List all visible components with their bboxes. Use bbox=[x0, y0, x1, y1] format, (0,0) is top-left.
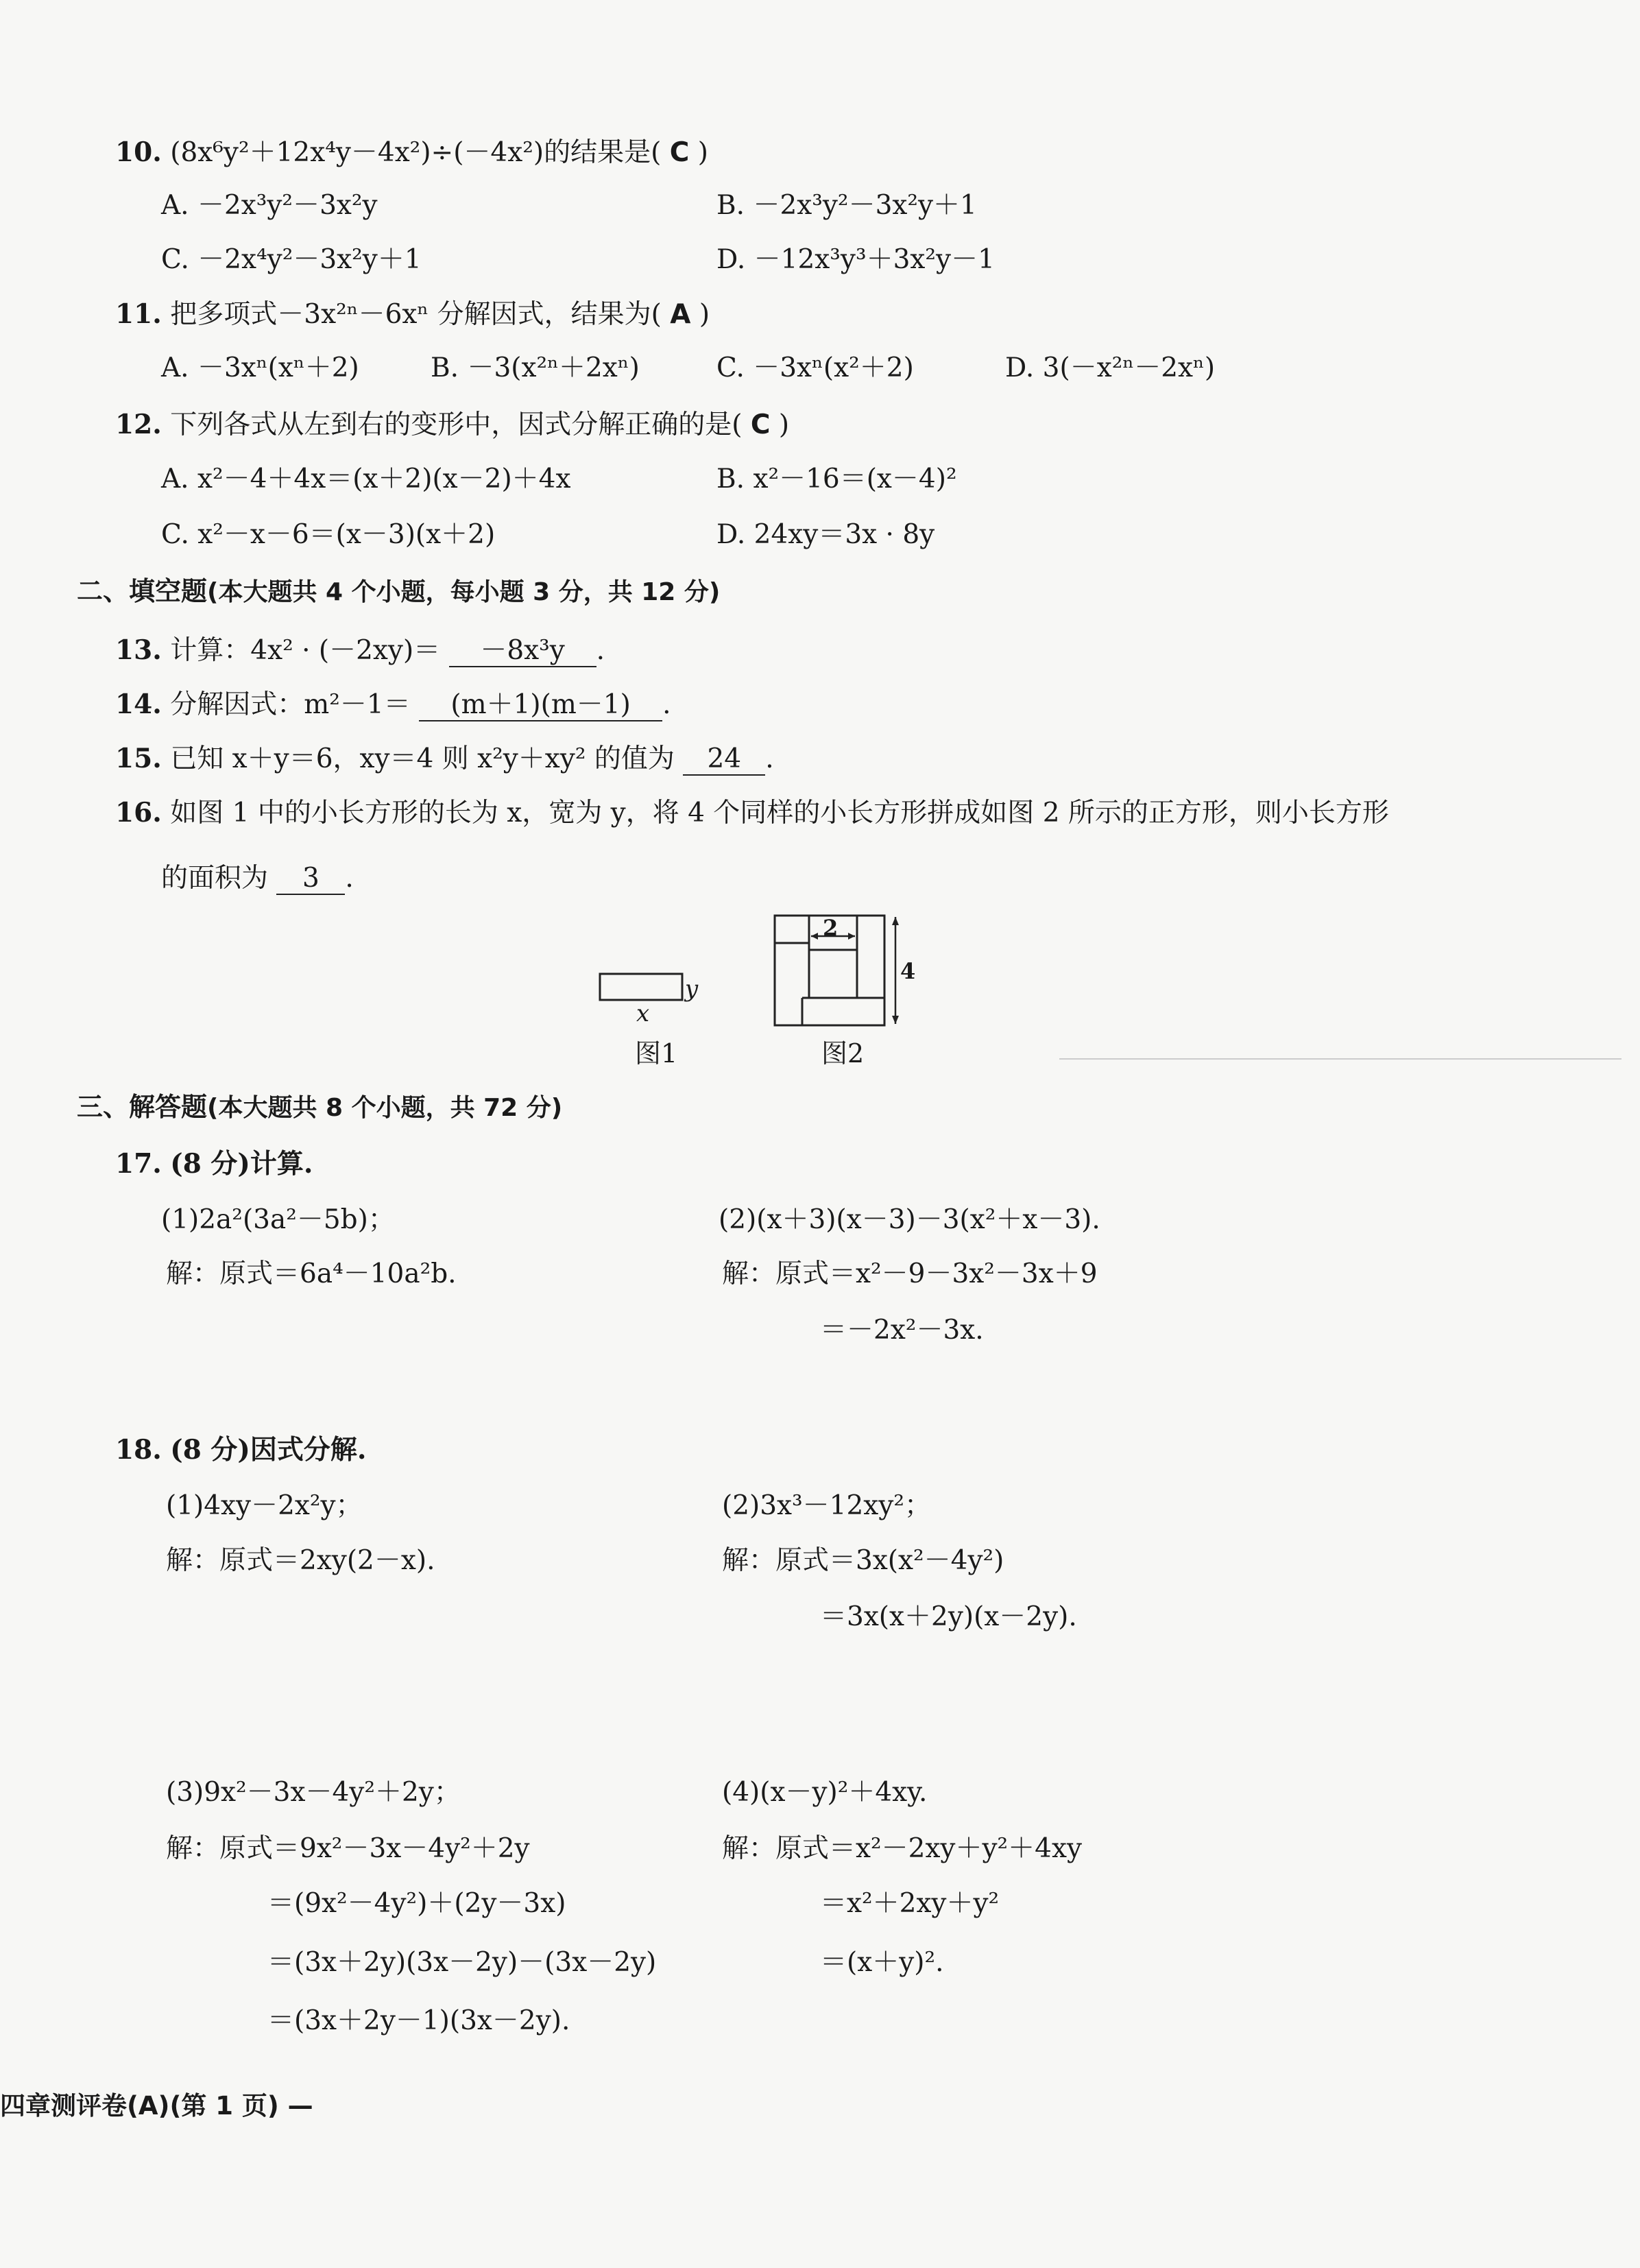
q17-part1: (1)2a²(3a²－5b)； bbox=[161, 1204, 395, 1235]
q10-close: ) bbox=[697, 137, 708, 168]
q11-stem bbox=[115, 296, 710, 333]
q16-text-line2: 的面积为 bbox=[161, 863, 269, 894]
figure-2-diagram bbox=[768, 909, 919, 1032]
q17-part2-solution-1: 解：原式＝x²－9－3x²－3x＋9 bbox=[722, 1258, 1098, 1289]
q13-line bbox=[115, 632, 605, 669]
q14-answer-blank: (m＋1)(m－1) bbox=[419, 690, 662, 721]
q12-text: 下列各式从左到右的变形中，因式分解正确的是( bbox=[170, 409, 743, 440]
q18-part3-solution-3: ＝(3x＋2y)(3x－2y)－(3x－2y) bbox=[267, 1947, 657, 1978]
q18-part4-solution-3: ＝(x＋y)². bbox=[820, 1947, 944, 1978]
page-footer: 四章测评卷(A)(第 1 页) — bbox=[0, 2091, 313, 2121]
q12-option-b: B. x²－16＝(x－4)² bbox=[716, 464, 957, 494]
q11-option-a: A. －3xⁿ(xⁿ＋2) bbox=[161, 353, 359, 383]
q10-text: (8x⁶y²＋12x⁴y－4x²)÷(－4x²)的结果是( bbox=[170, 137, 662, 168]
figure-2-caption: 图2 bbox=[821, 1038, 865, 1069]
q12-option-a: A. x²－4＋4x＝(x＋2)(x－2)＋4x bbox=[161, 464, 571, 494]
q11-close: ) bbox=[699, 299, 710, 330]
q12-number: 12. bbox=[115, 409, 162, 440]
q18-part1: (1)4xy－2x²y； bbox=[166, 1490, 363, 1521]
q18-number: 18. bbox=[115, 1434, 162, 1466]
q11-number: 11. bbox=[115, 298, 162, 330]
figure-1-x-label: x bbox=[636, 1000, 650, 1027]
q10-answer: C bbox=[669, 137, 690, 168]
q18-part4-solution-1: 解：原式＝x²－2xy＋y²＋4xy bbox=[722, 1833, 1082, 1864]
q18-part1-solution: 解：原式＝2xy(2－x). bbox=[166, 1545, 435, 1576]
q17-part2-solution-2: ＝－2x²－3x. bbox=[820, 1315, 984, 1346]
q17-head: (8 分)计算. bbox=[170, 1148, 313, 1180]
q14-text: 分解因式：m²－1＝ bbox=[170, 689, 411, 720]
q10-stem bbox=[115, 134, 708, 171]
q13-text: 计算：4x² · (－2xy)＝ bbox=[170, 635, 441, 666]
q16-number: 16. bbox=[115, 797, 162, 828]
q11-answer: A bbox=[670, 299, 691, 330]
q18-heading bbox=[115, 1432, 366, 1468]
q14-number: 14. bbox=[115, 689, 162, 720]
q13-end: . bbox=[596, 635, 605, 666]
q18-part2: (2)3x³－12xy²； bbox=[722, 1490, 931, 1521]
q10-option-b: B. －2x³y²－3x²y＋1 bbox=[716, 190, 977, 221]
figure-1-caption: 图1 bbox=[635, 1038, 678, 1069]
q15-line bbox=[115, 741, 774, 777]
q18-part2-solution-2: ＝3x(x＋2y)(x－2y). bbox=[820, 1601, 1077, 1632]
q15-text: 已知 x＋y＝6，xy＝4 则 x²y＋xy² 的值为 bbox=[170, 743, 675, 774]
q16-answer-blank: 3 bbox=[276, 863, 345, 895]
section-3-title: 三、解答题 bbox=[77, 1092, 208, 1122]
q10-option-a: A. －2x³y²－3x²y bbox=[161, 190, 378, 221]
q11-option-b: B. －3(x²ⁿ＋2xⁿ) bbox=[431, 353, 640, 383]
q18-part3: (3)9x²－3x－4y²＋2y； bbox=[166, 1777, 461, 1808]
figure-2-side-label: 4 bbox=[900, 958, 916, 984]
section-3-heading bbox=[77, 1089, 562, 1126]
q13-answer-blank: －8x³y bbox=[449, 636, 596, 667]
q18-part3-solution-2: ＝(9x²－4y²)＋(2y－3x) bbox=[267, 1888, 566, 1919]
q14-end: . bbox=[662, 689, 671, 720]
q12-close: ) bbox=[778, 409, 790, 440]
q18-part4-solution-2: ＝x²＋2xy＋y² bbox=[820, 1888, 1000, 1919]
q13-number: 13. bbox=[115, 634, 162, 666]
section-2-title: 二、填空题 bbox=[77, 576, 208, 606]
section-2-note: (本大题共 4 个小题，每小题 3 分，共 12 分) bbox=[207, 578, 721, 606]
q18-part3-solution-1: 解：原式＝9x²－3x－4y²＋2y bbox=[166, 1833, 530, 1864]
scan-rule-line bbox=[1059, 1058, 1621, 1060]
q12-option-c: C. x²－x－6＝(x－3)(x＋2) bbox=[161, 519, 496, 550]
q14-line bbox=[115, 687, 671, 723]
q15-end: . bbox=[765, 743, 774, 774]
q17-part2: (2)(x＋3)(x－3)－3(x²＋x－3). bbox=[719, 1204, 1100, 1235]
q10-number: 10. bbox=[115, 136, 162, 168]
figure-2-inner-label: 2 bbox=[823, 915, 839, 941]
q16-line1 bbox=[115, 795, 1389, 831]
q17-number: 17. bbox=[115, 1148, 162, 1180]
q15-answer-blank: 24 bbox=[683, 744, 765, 776]
q11-text: 把多项式－3x²ⁿ－6xⁿ 分解因式，结果为( bbox=[170, 299, 662, 330]
q12-stem bbox=[115, 407, 789, 443]
q16-text-line1: 如图 1 中的小长方形的长为 x，宽为 y，将 4 个同样的小长方形拼成如图 2 所示的正方形，则小长方形 bbox=[170, 798, 1389, 828]
figure-1-y-label: y bbox=[685, 975, 699, 1003]
section-2-heading bbox=[77, 573, 720, 610]
q11-option-c: C. －3xⁿ(x²＋2) bbox=[716, 353, 914, 383]
q18-part3-solution-4: ＝(3x＋2y－1)(3x－2y). bbox=[267, 2005, 570, 2036]
q12-answer: C bbox=[750, 409, 771, 440]
q16-end: . bbox=[345, 863, 354, 894]
q10-option-d: D. －12x³y³＋3x²y－1 bbox=[716, 244, 995, 275]
section-3-note: (本大题共 8 个小题，共 72 分) bbox=[207, 1094, 563, 1122]
q18-part2-solution-1: 解：原式＝3x(x²－4y²) bbox=[722, 1545, 1004, 1576]
q16-line2 bbox=[161, 861, 354, 896]
q18-part4: (4)(x－y)²＋4xy. bbox=[722, 1777, 928, 1808]
q18-head: (8 分)因式分解. bbox=[170, 1434, 367, 1466]
q15-number: 15. bbox=[115, 743, 162, 774]
q17-heading bbox=[115, 1146, 313, 1182]
q11-option-d: D. 3(－x²ⁿ－2xⁿ) bbox=[1005, 353, 1216, 383]
q12-option-d: D. 24xy＝3x · 8y bbox=[716, 519, 935, 550]
q17-part1-solution: 解：原式＝6a⁴－10a²b. bbox=[166, 1258, 457, 1289]
q10-option-c: C. －2x⁴y²－3x²y＋1 bbox=[161, 244, 422, 275]
